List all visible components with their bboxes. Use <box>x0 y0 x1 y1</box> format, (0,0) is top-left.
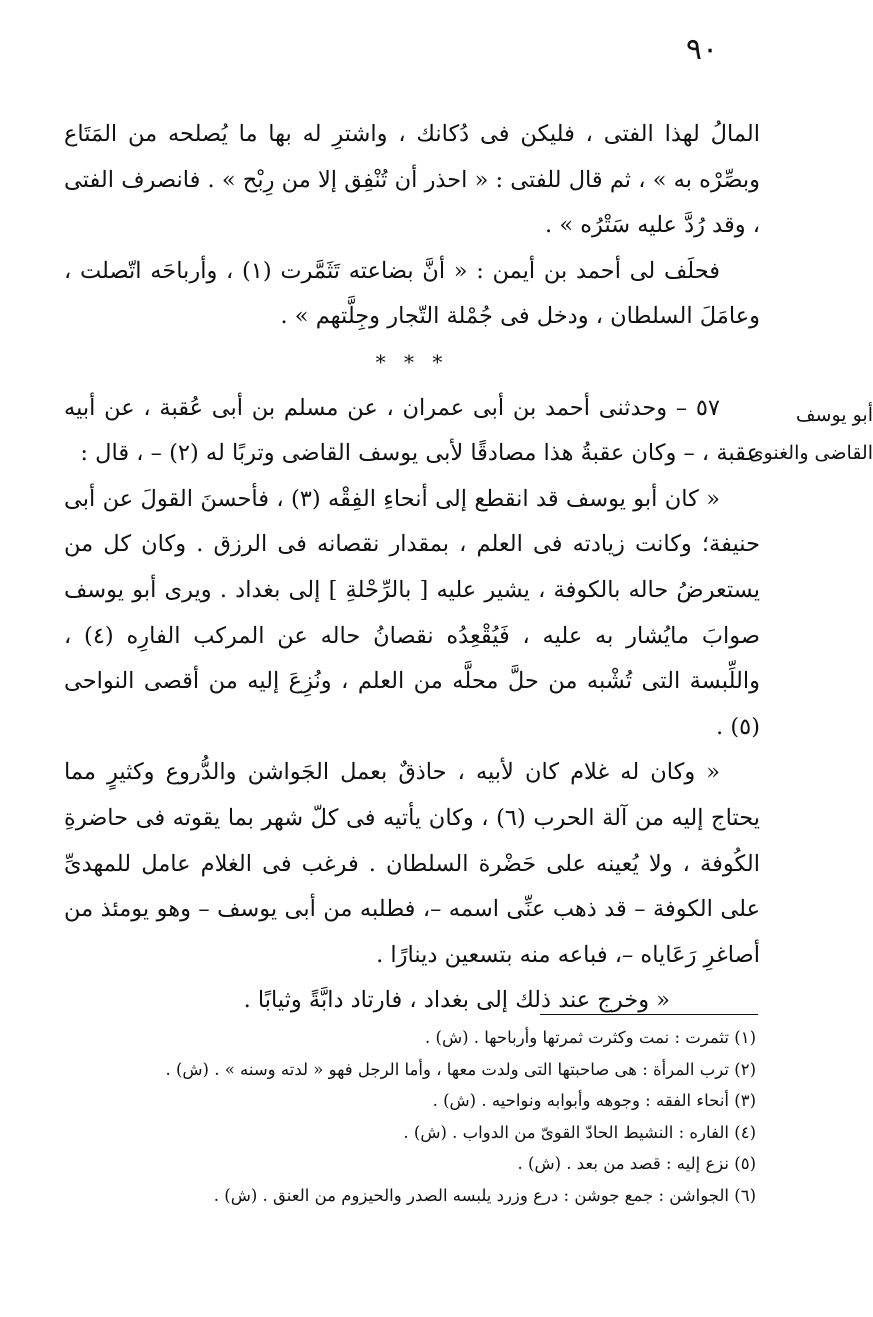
paragraph: « كان أبو يوسف قد انقطع إلى أنحاءِ الفِقْه (٣) ، فأحسنَ القولَ عن أبى حنيفة؛ وكانت زيادته فى العلم ، بمقدار نقصانه فى الرزق . وكان كل من يستعرضُ حاله بالكوفة ، يشير عليه [ بالرِّحْلةِ ] إلى بغداد . ويرى أبو يوسف صوابَ مايُشار به عليه ، فَيُقْعِدُه نقصانُ حاله عن المركب الفارِه (٤) ، واللِّبسة التى تُشْبه من حلَّ محلَّه من العلم ، ونُزِعَ إليه من أقصى النواحى (٥) . <box>64 485 760 740</box>
footnotes <box>80 1022 756 1211</box>
footnote: (٤) الفاره : النشيط الحادّ القوىّ من الدواب . (ش) . <box>403 1122 756 1142</box>
footnote: (٦) الجواشن : جمع جوشن : درع وزرد يلبسه الصدر والحيزوم من العنق . (ش) . <box>213 1185 756 1205</box>
side-note-line: القاضى والغنوى <box>748 442 873 464</box>
paragraph: المالُ لهذا الفتى ، فليكن فى دُكانك ، واشترِ له بها ما يُصلحه من المَتَاع وبصِّرْه به » ، ثم قال للفتى : « احذر أن تُنْفِق إلا من رِبْح » . فانصرف الفتى ، وقد رُدَّ عليه سَتْرُه » . <box>64 121 760 239</box>
side-note-line: أبو يوسف <box>795 404 873 426</box>
main-text <box>64 112 760 1024</box>
separator-stars: * * * <box>375 349 449 374</box>
footnote: (١) تثمرت : نمت وكثرت ثمرتها وأرباحها . (ش) . <box>425 1028 756 1047</box>
paragraph: ٥٧ – وحدثنى أحمد بن أبى عمران ، عن مسلم بن أبى عُقبة ، عن أبيه عقبة ، – وكان عقبةُ هذا مصادقًا لأبى يوسف القاضى وتربًا له (٢) – ، قال : <box>64 394 760 467</box>
paragraph: فحلَف لى أحمد بن أيمن : « أنَّ بضاعته تَثَمَّرت (١) ، وأرباحَه اتّصلت ، وعامَلَ السلطان ، ودخل فى جُمْلة التّجار وجِلَّتهم » . <box>64 257 760 330</box>
footnote: (٢) ترب المرأة : هى صاحبتها التى ولدت معها ، وأما الرجل فهو « لدته وسنه » . (ش) . <box>165 1059 756 1079</box>
paragraph: « وكان له غلام كان لأبيه ، حاذقٌ بعمل الجَواشن والدُّروع وكثيرٍ مما يحتاج إليه من آلة الحرب (٦) ، وكان يأتيه فى كلّ شهر بما يقوته فى حاضرةِ الكُوفة ، ولا يُعينه على حَضْرة السلطان . فرغب فى الغلام عامل للمهدىِّ على الكوفة – قد ذهب عنِّى اسمه –، فطلبه من أبى يوسف – وهو يومئذ من أصاغرِ رَعَاياه –، فباعه منه بتسعين دينارًا . <box>64 759 761 968</box>
paragraph: « وخرج عند ذلك إلى بغداد ، فارتاد دابَّةً وثيابًا . <box>243 987 670 1014</box>
page-number: ٩٠ <box>685 32 719 67</box>
side-note <box>748 396 873 472</box>
footnote: (٣) أنحاء الفقه : وجوهه وأبوابه ونواحيه . (ش) . <box>432 1091 756 1110</box>
footnote: (٥) نزع إليه : قصد من بعد . (ش) . <box>517 1154 756 1173</box>
footnote-divider <box>540 1014 758 1015</box>
